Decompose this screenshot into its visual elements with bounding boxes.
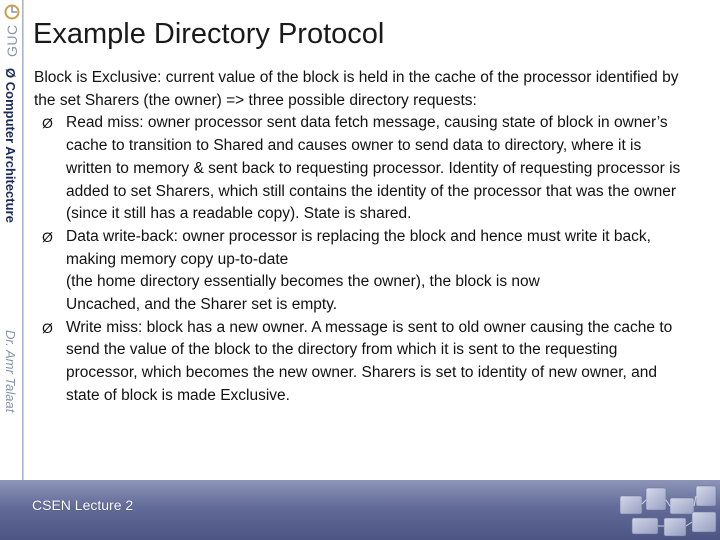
arrow-bullet-icon: Ø xyxy=(42,115,53,132)
arrow-bullet-icon: Ø xyxy=(3,68,18,79)
footer-label: CSEN Lecture 2 xyxy=(32,497,134,513)
bullet-text-continued: Uncached, and the Sharer set is empty. xyxy=(66,296,338,314)
slide-body xyxy=(34,67,684,408)
logo-text: GUC xyxy=(4,24,20,58)
bullet-text: Read miss: owner processor sent data fetch message, causing state of block in owner’s cache to transition to Shared and causes owner to send data to directory, where it is written to memory & sent back to requesting processor. Identity of requesting processor is added to set Sharers, which still contains the identity of the processor that was the owner (since it still has a readable copy). State is shared. xyxy=(66,114,681,223)
guc-logo xyxy=(2,4,22,60)
circuit-decoration-icon xyxy=(612,482,720,540)
intro-text: Block is Exclusive: current value of the block is held in the cache of the processor identified by the set Sharers (the owner) => three possible directory requests: xyxy=(34,69,679,109)
bullet-text-continued: (the home directory essentially becomes the owner), the block is now xyxy=(66,273,540,291)
bullet-read-miss xyxy=(34,112,684,226)
arrow-bullet-icon: Ø xyxy=(42,319,53,336)
bullet-text: Data write-back: owner processor is replacing the block and hence must write it back, making memory copy up-to-date xyxy=(66,227,651,268)
logo-mark-icon xyxy=(4,4,20,20)
intro-paragraph xyxy=(34,67,684,112)
course-label xyxy=(0,68,20,258)
bullet-write-miss xyxy=(34,317,684,408)
author-label: Dr. Amr Talaat xyxy=(3,330,18,413)
arrow-bullet-icon: Ø xyxy=(42,228,53,245)
course-name: Computer Architecture xyxy=(3,81,18,223)
sidebar-divider xyxy=(22,0,24,480)
bullet-text: Write miss: block has a new owner. A message is sent to old owner causing the cache to send the value of the block to the directory from which it is sent to the requesting processor, which becomes the new owner. Sharers is set to identity of new owner, and state of block is made Exclusive. xyxy=(66,318,673,404)
bullet-data-write-back xyxy=(34,226,684,317)
slide-title: Example Directory Protocol xyxy=(33,18,385,50)
